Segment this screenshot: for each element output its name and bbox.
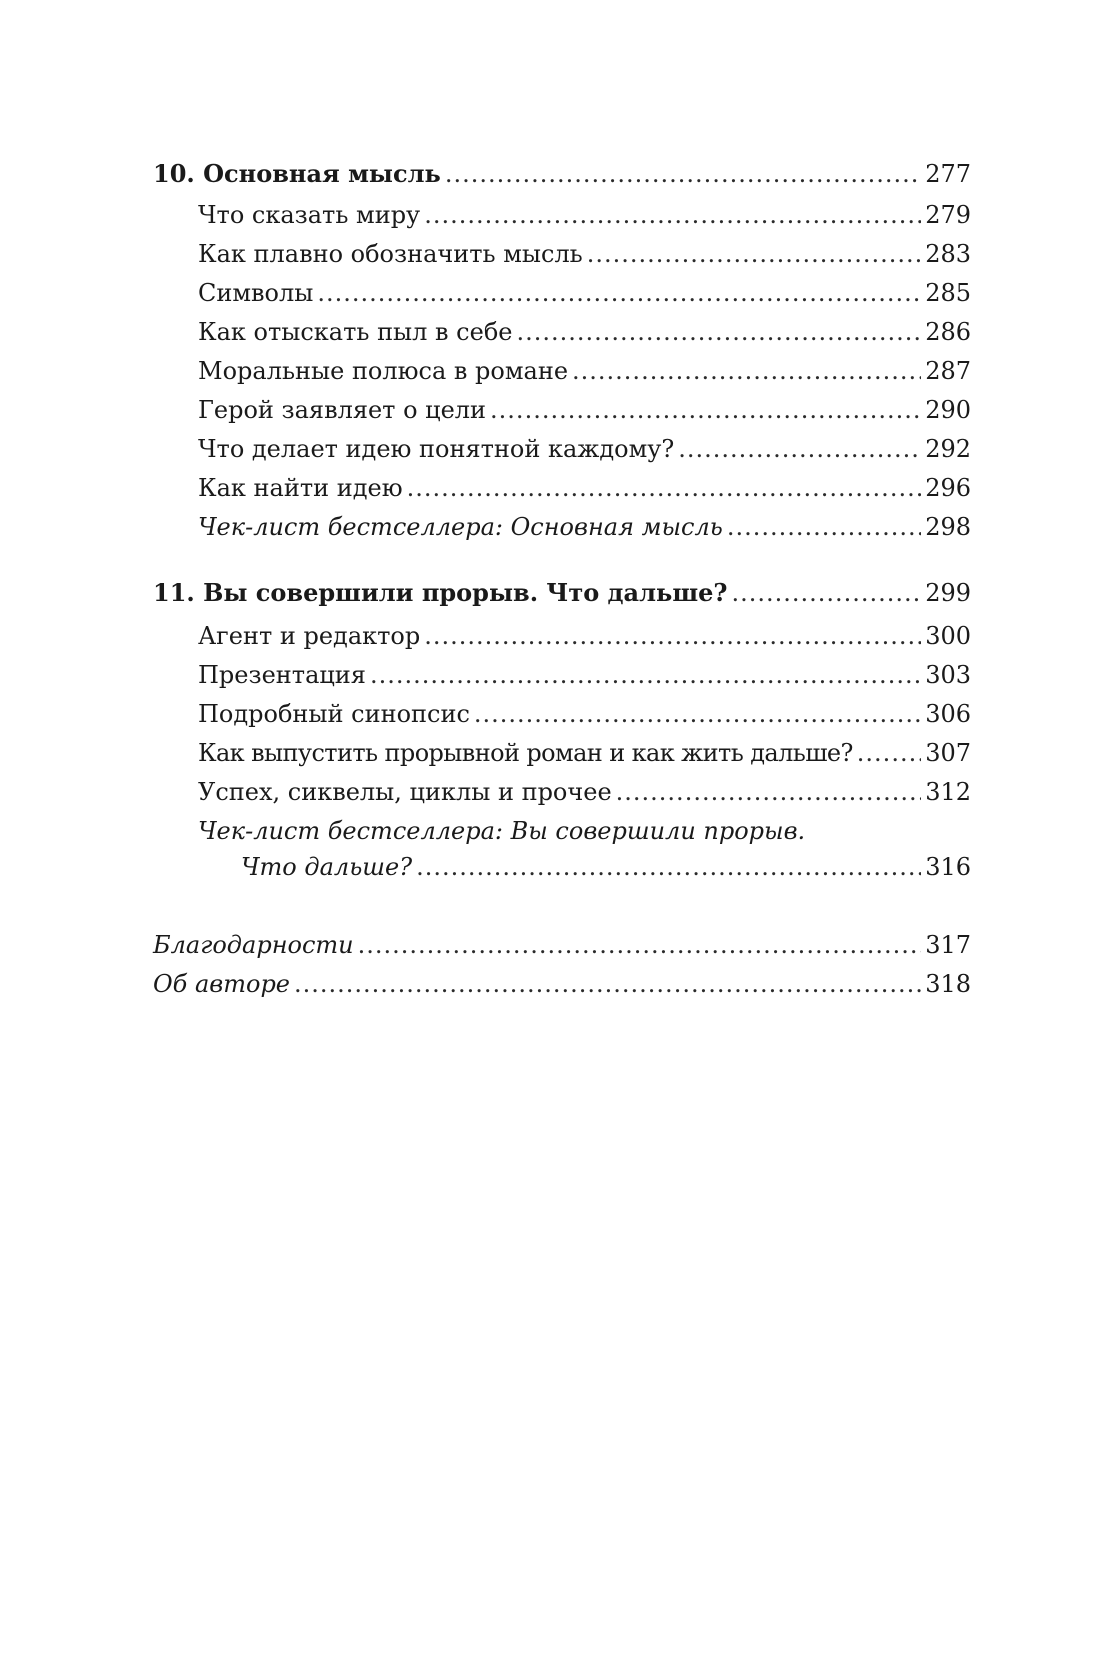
chapter-title: 10. Основная мысль [153, 159, 441, 188]
leader-dots [587, 238, 921, 270]
leader-dots [358, 929, 922, 961]
page-number: 277 [925, 160, 971, 188]
checklist-line-1: Чек-лист бестселлера: Вы совершили прорыв. [198, 817, 806, 845]
chapter-11-entry[interactable] [153, 577, 971, 609]
toc-entry[interactable] [198, 620, 971, 652]
toc-entry[interactable] [198, 659, 971, 691]
page-number: 298 [925, 513, 971, 541]
page-number: 307 [925, 739, 971, 767]
entry-label: Как отыскать пыл в себе [198, 318, 513, 346]
page-number: 279 [925, 201, 971, 229]
toc-entry[interactable] [198, 238, 971, 270]
toc-entry[interactable] [198, 316, 971, 348]
toc-entry-checklist[interactable] [198, 511, 971, 543]
page-number: 299 [925, 579, 971, 607]
toc-entry[interactable] [198, 776, 971, 808]
leader-dots [516, 316, 921, 348]
leader-dots [490, 394, 921, 426]
page-number: 283 [925, 240, 971, 268]
page-number: 286 [925, 318, 971, 346]
entry-label: Как выпустить прорывной роман и как жить дальше? [198, 739, 853, 767]
toc-entry[interactable] [198, 355, 971, 387]
toc-entry-acknowledgements[interactable] [153, 929, 971, 961]
entry-label: Как найти идею [198, 474, 403, 502]
toc-entry[interactable] [198, 199, 971, 231]
leader-dots [678, 433, 921, 465]
leader-dots [424, 199, 921, 231]
page-number: 300 [925, 622, 971, 650]
entry-label: Символы [198, 279, 314, 307]
entry-label: Чек-лист бестселлера: Основная мысль [198, 513, 723, 541]
entry-label: Что сказать миру [198, 201, 421, 229]
leader-dots [317, 277, 921, 309]
entry-label: Презентация [198, 661, 366, 689]
entry-label: Агент и редактор [198, 622, 421, 650]
page-number: 290 [925, 396, 971, 424]
leader-dots [731, 577, 921, 609]
toc-entry[interactable] [198, 698, 971, 730]
page-number: 316 [925, 853, 971, 881]
page-number: 296 [925, 474, 971, 502]
page-number: 292 [925, 435, 971, 463]
toc-entry-about-author[interactable] [153, 968, 971, 1000]
leader-dots [294, 968, 921, 1000]
page-number: 287 [925, 357, 971, 385]
entry-label: Что дальше? [241, 853, 413, 881]
leader-dots [407, 472, 922, 504]
entry-label: Подробный синопсис [198, 700, 470, 728]
leader-dots [616, 776, 922, 808]
chapter-10-entry[interactable] [153, 158, 971, 190]
entry-label: Герой заявляет о цели [198, 396, 487, 424]
toc-entry[interactable] [198, 394, 971, 426]
page-number: 318 [925, 970, 971, 998]
toc-entry[interactable] [198, 277, 971, 309]
toc-entry[interactable] [198, 737, 971, 769]
entry-label: Благодарности [153, 931, 354, 959]
entry-label: Моральные полюса в романе [198, 357, 569, 385]
leader-dots [474, 698, 921, 730]
leader-dots [370, 659, 921, 691]
leader-dots [857, 737, 921, 769]
page-number: 285 [925, 279, 971, 307]
leader-dots [424, 620, 921, 652]
page-number: 317 [925, 931, 971, 959]
toc-entry-checklist[interactable] [241, 851, 971, 883]
leader-dots [445, 158, 921, 190]
entry-label: Об авторе [153, 970, 291, 998]
toc-entry[interactable] [198, 472, 971, 504]
entry-label: Успех, сиквелы, циклы и прочее [198, 778, 612, 806]
leader-dots [572, 355, 921, 387]
toc-entry[interactable] [198, 433, 971, 465]
entry-label: Что делает идею понятной каждому? [198, 435, 675, 463]
chapter-title: 11. Вы совершили прорыв. Что дальше? [153, 578, 728, 607]
page-number: 306 [925, 700, 971, 728]
page-number: 312 [925, 778, 971, 806]
entry-label: Как плавно обозначить мысль [198, 240, 583, 268]
leader-dots [727, 511, 921, 543]
page-number: 303 [925, 661, 971, 689]
leader-dots [416, 851, 921, 883]
